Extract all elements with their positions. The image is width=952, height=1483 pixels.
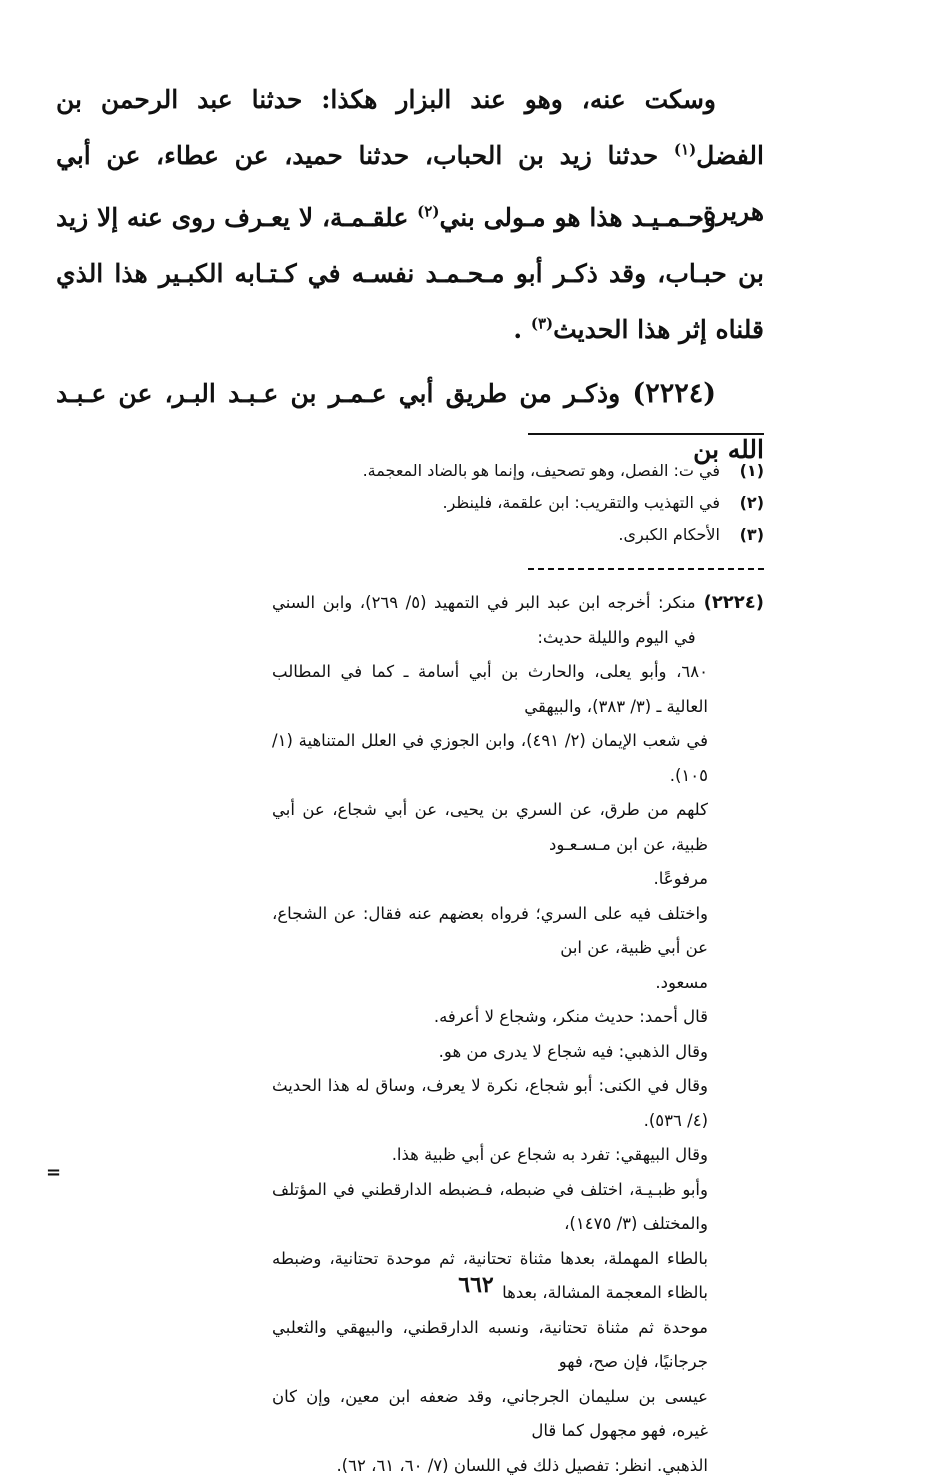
- footnote-text: في التهذيب والتقريب: ابن علقمة، فلينظر.: [443, 487, 721, 519]
- page-number: ٦٦٢: [0, 1272, 952, 1298]
- paragraph-2: [56, 190, 764, 358]
- takhrij-line: الذهبي. انظر: تفصيل ذلك في اللسان (٧/ ٦٠، ٦١، ٦٢).: [272, 1449, 764, 1483]
- footnote-marker-2: (٢): [417, 203, 439, 221]
- takhrij-line: عيسى بن سليمان الجرجاني، وقد ضعفه ابن معين، وإن كان غيره، فهو مجهول كما قال: [272, 1380, 764, 1449]
- takhrij-line: وقال البيهقي: تفرد به شجاع عن أبي ظبية هذا.: [272, 1138, 764, 1173]
- takhrij-line: كلهم من طرق، عن السري بن يحيى، عن أبي شجاع، عن أبي ظبية، عن ابن مـسـعـود: [272, 793, 764, 862]
- takhrij-line: وقال في الكنى: أبو شجاع، نكرة لا يعرف، وساق له هذا الحديث (٤/ ٥٣٦).: [272, 1069, 764, 1138]
- paragraph-2-part-c: .: [513, 315, 522, 344]
- footnote-text: الأحكام الكبرى.: [618, 519, 720, 551]
- footnote-3: [250, 519, 764, 551]
- continuation-mark: =: [46, 1162, 61, 1183]
- takhrij-first-line: منكر: أخرجه ابن عبد البر في التمهيد (٥/ ٢٦٩)، وابن السني في اليوم والليلة حديث:: [272, 586, 696, 655]
- takhrij-line: [272, 586, 764, 655]
- hadith-number: (٢٢٢٤): [632, 378, 716, 409]
- footnote-marker-3: (٣): [531, 315, 553, 333]
- paragraph-2-part-a: وحـمـيـد هذا هو مـولى بني: [439, 203, 716, 232]
- takhrij-line: بالطاء المهملة، بعدها مثناة تحتانية، ثم موحدة تحتانية، وضبطه بالظاء المعجمة المشالة، بعدها: [272, 1242, 764, 1311]
- footnote-1: [250, 455, 764, 487]
- main-text: [56, 72, 764, 422]
- footnote-2: [250, 487, 764, 519]
- takhrij-separator: [528, 568, 764, 570]
- paragraph-3: [56, 366, 764, 422]
- takhrij-line: موحدة ثم مثناة تحتانية، ونسبه الدارقطني، والبيهقي والثعلبي جرجانيًا، فإن صح، فهو: [272, 1311, 764, 1380]
- footnote-number: (٣): [720, 519, 764, 551]
- takhrij-line: واختلف فيه على السري؛ فرواه بعضهم عنه فقال: عن الشجاع، عن أبي ظبية، عن ابن: [272, 897, 764, 966]
- paragraph-3-text: وذكـر من طريق أبي عـمـر بن عـبـد البـر، عن عـبـد الله بن: [56, 379, 764, 464]
- footnote-number: (١): [720, 455, 764, 487]
- takhrij-number: (٢٢٢٤): [704, 586, 764, 621]
- footnote-text: في ت: الفصل، وهو تصحيف، وإنما هو بالضاد المعجمة.: [363, 455, 720, 487]
- takhrij-line: في شعب الإيمان (٢/ ٤٩١)، وابن الجوزي في العلل المتناهية (١/ ١٠٥).: [272, 724, 764, 793]
- takhrij-line: ٦٨٠، وأبو يعلى، والحارث بن أبي أسامة ـ كما في المطالب العالية ـ (٣/ ٣٨٣)، والبيهقي: [272, 655, 764, 724]
- takhrij-line: قال أحمد: حديث منكر، وشجاع لا أعرفه.: [272, 1000, 764, 1035]
- takhrij-line: مسعود.: [272, 966, 764, 1001]
- paragraph-2-part-b: علقـمـة، لا يعـرف روى عنه إلا زيد بن حبـاب، وقد ذكـر أبو مـحـمـد نفسـه في كـتـابه الكبـير هذا الذي قلناه إثر هذا الحديث: [56, 203, 764, 344]
- takhrij-line: وقال الذهبي: فيه شجاع لا يدرى من هو.: [272, 1035, 764, 1070]
- footnote-number: (٢): [720, 487, 764, 519]
- footnote-separator: [528, 433, 764, 435]
- footnote-marker-1: (١): [674, 141, 696, 159]
- takhrij-line: وأبو ظبـيـة، اختلف في ضبطه، فـضبطه الدارقطني في المؤتلف والمختلف (٣/ ١٤٧٥)،: [272, 1173, 764, 1242]
- paragraph-1-line-2: حدثنا زيد بن الحباب، حدثنا حميد، عن عطاء، عن أبي هريرة.: [56, 141, 764, 226]
- takhrij-commentary: [272, 586, 764, 1483]
- takhrij-line: مرفوعًا.: [272, 862, 764, 897]
- paragraph-1-line-1: وسكت عنه، وهو عند البزار هكذا: حدثنا عبد الرحمن بن الفضل: [56, 85, 764, 170]
- paragraph-1: [56, 72, 764, 184]
- footnotes: [250, 455, 764, 551]
